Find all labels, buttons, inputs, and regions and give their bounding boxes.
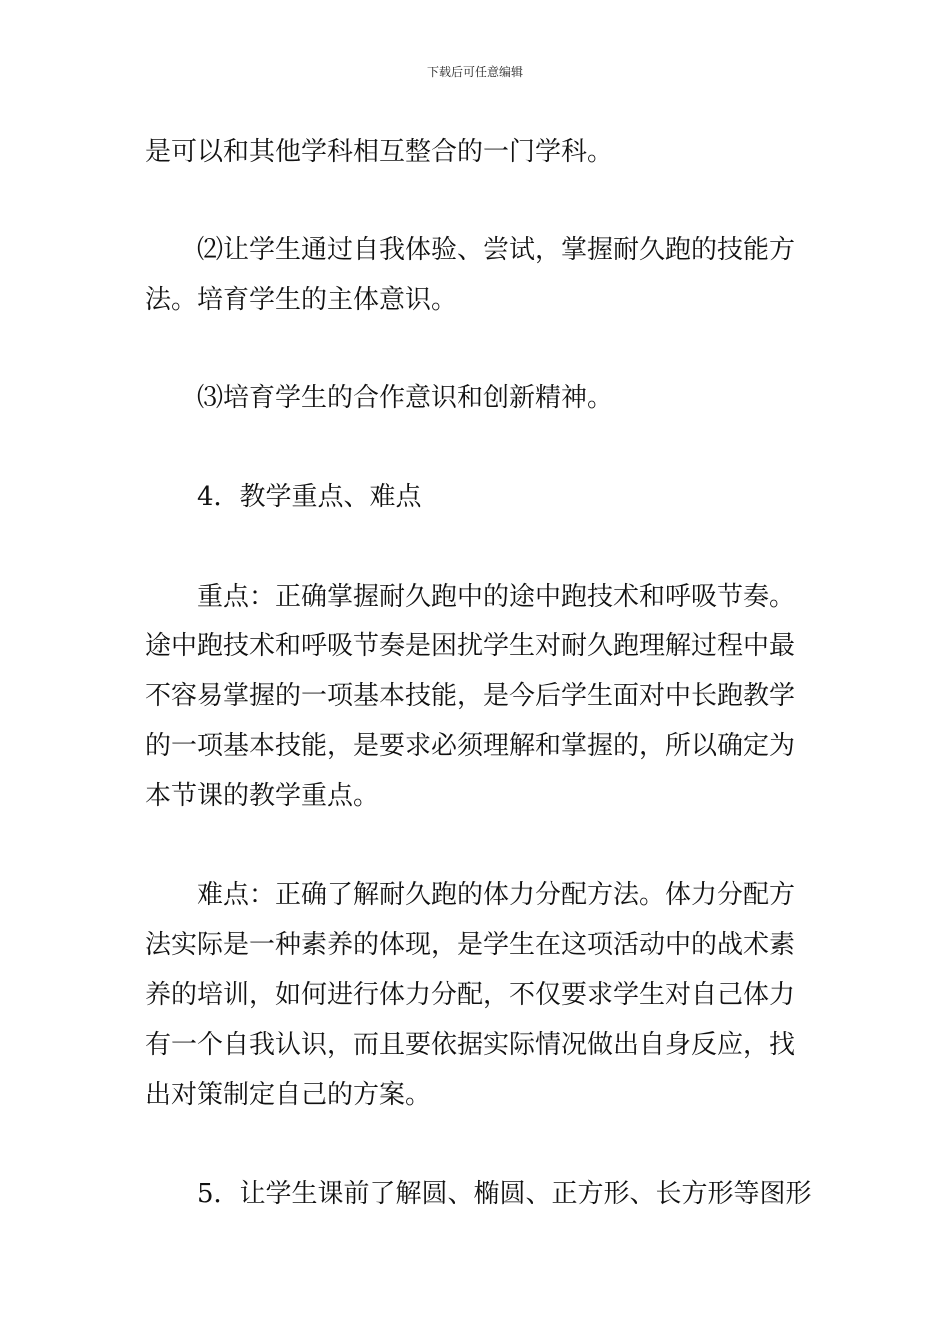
paragraph-line: 重点：正确掌握耐久跑中的途中跑技术和呼吸节奏。 — [197, 582, 796, 612]
paragraph-line: 是可以和其他学科相互整合的一门学科。 — [145, 137, 614, 167]
paragraph-line: 养的培训，如何进行体力分配，不仅要求学生对自己体力 — [145, 980, 796, 1010]
paragraph-line: 本节课的教学重点。 — [145, 781, 380, 811]
paragraph-line: ⑵让学生通过自我体验、尝试，掌握耐久跑的技能方 — [197, 235, 796, 265]
page-header: 下载后可任意编辑 — [426, 65, 523, 79]
paragraph-line: 难点：正确了解耐久跑的体力分配方法。体力分配方 — [197, 880, 796, 910]
paragraph-line: 法。培育学生的主体意识。 — [145, 285, 458, 315]
paragraph-line: 出对策制定自己的方案。 — [145, 1080, 432, 1110]
paragraph-line: 法实际是一种素养的体现，是学生在这项活动中的战术素 — [145, 930, 796, 960]
section-heading: 5．让学生课前了解圆、椭圆、正方形、长方形等图形 — [197, 1179, 812, 1209]
paragraph-line: 途中跑技术和呼吸节奏是困扰学生对耐久跑理解过程中最 — [145, 631, 796, 661]
paragraph-line: 有一个自我认识，而且要依据实际情况做出自身反应，找 — [145, 1030, 796, 1060]
paragraph-line: 不容易掌握的一项基本技能，是今后学生面对中长跑教学 — [145, 681, 796, 711]
paragraph-line: 的一项基本技能，是要求必须理解和掌握的，所以确定为 — [145, 731, 796, 761]
paragraph-line: ⑶培育学生的合作意识和创新精神。 — [197, 383, 614, 413]
section-heading: 4．教学重点、难点 — [197, 482, 422, 512]
